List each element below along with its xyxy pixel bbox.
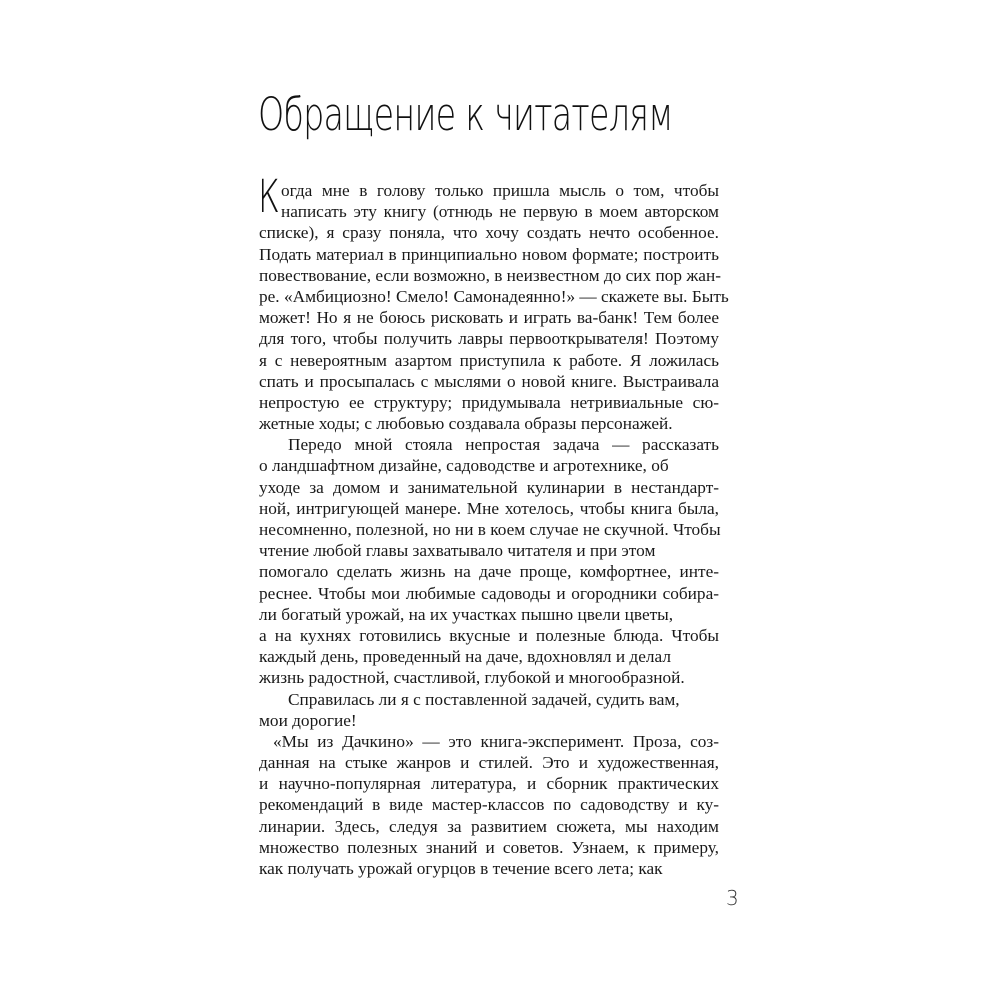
text-line: повествование, если возможно, в неизвестном до сих пор жан-: [259, 265, 721, 285]
body-text: [258, 170, 729, 879]
text-line: а на кухнях готовились вкусные и полезные блюда. Чтобы: [259, 625, 719, 645]
text-line: написать эту книгу (отнюдь не первую в моем авторском: [281, 202, 719, 222]
paragraph: [259, 434, 719, 688]
text-line: линарии. Здесь, следуя за развитием сюжета, мы находим: [259, 816, 719, 836]
text-line: непростую ее структуру; придумывала нетривиальные сю-: [259, 392, 719, 412]
text-line: может! Но я не боюсь рисковать и играть ва-банк! Тем более: [259, 308, 719, 328]
text-line: мои дорогие!: [259, 710, 357, 730]
paragraph: [259, 731, 719, 879]
text-line: о ландшафтном дизайне, садоводстве и агротехнике, об: [259, 456, 669, 476]
text-line: чтение любой главы захватывало читателя и при этом: [259, 541, 656, 561]
text-line: ной, интригующей манере. Мне хотелось, чтобы книга была,: [259, 498, 719, 518]
text-line: ли богатый урожай, на их участках пышно цвели цветы,: [259, 604, 674, 624]
text-line: для того, чтобы получить лавры первооткрывателя! Поэтому: [259, 329, 719, 349]
text-line: рекомендаций в виде мастер-классов по садоводству и ку-: [259, 795, 719, 815]
page-title: Обращение к читателям: [258, 88, 673, 141]
text-line: Справилась ли я с поставленной задачей, судить вам,: [288, 689, 680, 709]
paragraph: [259, 689, 719, 731]
text-line: несомненно, полезной, но ни в коем случае не скучной. Чтобы: [259, 520, 721, 539]
text-line: спать и просыпалась с мыслями о новой книге. Выстраивала: [259, 371, 719, 391]
text-line: ре. «Амбициозно! Смело! Самонадеянно!» — скажете вы. Быть: [259, 286, 729, 306]
text-line: Подать материал в принципиально новом формате; построить: [259, 244, 719, 264]
text-line: как получать урожай огурцов в течение всего лета; как: [259, 859, 663, 878]
text-line: каждый день, проведенный на даче, вдохновлял и делал: [259, 647, 671, 667]
paragraph: [258, 170, 729, 434]
text-line: жизнь радостной, счастливой, глубокой и многообразной.: [259, 668, 685, 688]
text-line: «Мы из Дачкино» — это книга-эксперимент. Проза, соз-: [273, 731, 719, 751]
text-line: жетные ходы; с любовью создавала образы персонажей.: [259, 414, 673, 434]
text-line: Передо мной стояла непростая задача — рассказать: [288, 435, 719, 455]
text-line: списке), я сразу поняла, что хочу создать нечто особенное.: [259, 223, 719, 243]
text-line: я с невероятным азартом приступила к работе. Я ложилась: [259, 350, 719, 370]
page-number: 3: [726, 886, 739, 910]
text-line: огда мне в голову только пришла мысль о том, чтобы: [281, 181, 719, 200]
text-line: и научно-популярная литература, и сборник практических: [259, 774, 719, 794]
text-line: данная на стыке жанров и стилей. Это и художественная,: [259, 753, 719, 773]
text-line: множество полезных знаний и советов. Узнаем, к примеру,: [259, 837, 719, 857]
text-line: помогало сделать жизнь на даче проще, комфортнее, инте-: [259, 562, 719, 582]
text-line: реснее. Чтобы мои любимые садоводы и огородники собира-: [259, 583, 719, 603]
drop-cap: К: [258, 170, 280, 223]
text-line: уходе за домом и занимательной кулинарии в нестандарт-: [259, 477, 719, 497]
